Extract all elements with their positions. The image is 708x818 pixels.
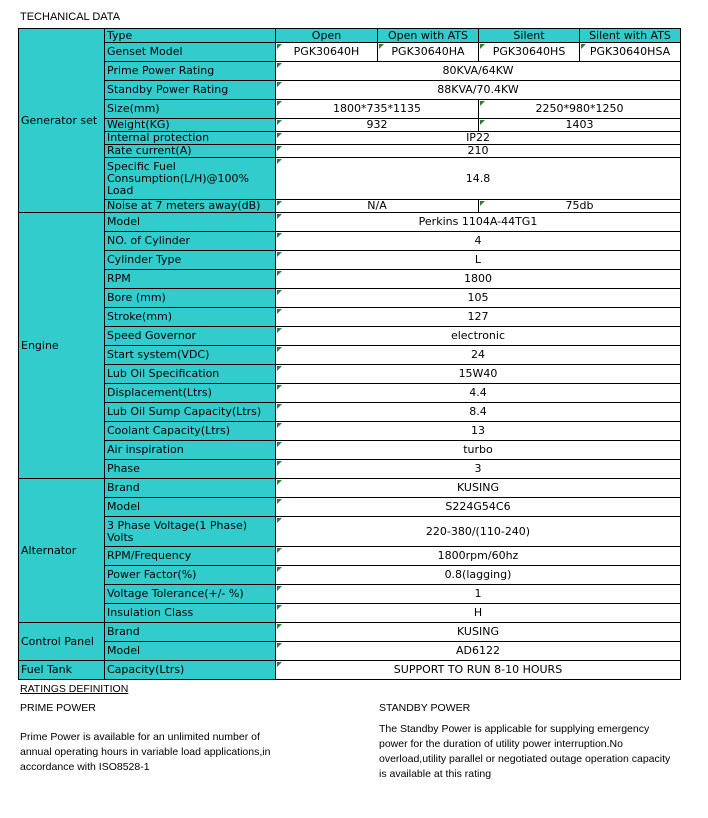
row-label: Model [105,213,276,232]
row-value: S224G54C6 [276,498,681,517]
cell-marker [277,385,282,390]
row-value: 8.4 [276,403,681,422]
model-silent-ats: PGK30640HSA [580,43,681,62]
row-label: RPM [105,270,276,289]
size-open: 1800*735*1135 [276,100,479,119]
row-label: Genset Model [105,43,276,62]
cell-marker [277,662,282,667]
size-silent: 2250*980*1250 [479,100,681,119]
cell-marker [277,146,282,151]
table-row [19,43,681,62]
table-row [19,623,681,642]
cell-marker [277,442,282,447]
row-label: Start system(VDC) [105,346,276,365]
row-label: Internal protection [105,132,276,145]
row-label: Lub Oil Sump Capacity(Ltrs) [105,403,276,422]
row-value: 210 [276,145,681,158]
cell-marker [480,201,485,206]
control-panel-section [19,623,681,661]
row-value: L [276,251,681,270]
section-control-panel: Control Panel [19,623,105,661]
page-title: TECHANICAL DATA [20,11,121,23]
row-label: Cylinder Type [105,251,276,270]
cell-marker [277,643,282,648]
cell-marker [277,347,282,352]
row-value: 220-380/(110-240) [276,517,681,547]
row-label: Weight(KG) [105,119,276,132]
row-value: turbo [276,441,681,460]
row-label: RPM/Frequency [105,547,276,566]
cell-marker [277,548,282,553]
table-row [19,200,681,213]
row-label: Phase [105,460,276,479]
header-open-ats: Open with ATS [378,29,479,43]
cell-marker [581,44,586,49]
row-label: Voltage Tolerance(+/- %) [105,585,276,604]
table-row [19,62,681,81]
cell-marker [277,214,282,219]
weight-open: 932 [276,119,479,132]
cell-marker [277,499,282,504]
table-row [19,661,681,680]
row-label: Speed Governor [105,327,276,346]
table-row [19,460,681,479]
row-label: Model [105,498,276,517]
cell-marker [277,201,282,206]
header-silent: Silent [479,29,580,43]
cell-marker [277,518,282,523]
row-value: 0.8(lagging) [276,566,681,585]
row-label: Standby Power Rating [105,81,276,100]
table-row [19,308,681,327]
cell-marker [277,309,282,314]
table-row [19,384,681,403]
table-row [19,517,681,547]
row-label: Size(mm) [105,100,276,119]
cell-marker [277,366,282,371]
row-label: Brand [105,479,276,498]
table-row [19,403,681,422]
row-label: Prime Power Rating [105,62,276,81]
table-row [19,119,681,132]
row-value: 15W40 [276,365,681,384]
row-value: H [276,604,681,623]
row-label: Power Factor(%) [105,566,276,585]
prime-power-title: PRIME POWER [20,702,96,714]
table-row [19,145,681,158]
model-open: PGK30640H [276,43,378,62]
row-value: 3 [276,460,681,479]
cell-marker [277,404,282,409]
ratings-heading: RATINGS DEFINITION [20,683,129,695]
row-value: 4 [276,232,681,251]
table-row [19,213,681,232]
row-label: Air inspiration [105,441,276,460]
cell-marker [379,44,384,49]
row-value: 1 [276,585,681,604]
section-fuel-tank: Fuel Tank [19,661,105,680]
table-row [19,346,681,365]
row-value: 1800 [276,270,681,289]
cell-marker [277,44,282,49]
row-value: 80KVA/64KW [276,62,681,81]
row-value: 24 [276,346,681,365]
row-value: 4.4 [276,384,681,403]
cell-marker [277,567,282,572]
header-type: Type [105,29,276,43]
cell-marker [277,271,282,276]
row-label: Insulation Class [105,604,276,623]
cell-marker [277,586,282,591]
standby-power-text: The Standby Power is applicable for supplying emergency power for the duration of utility power interruption.No overload,utility parallel or negotiated outage operation capacity is available at this rating [379,723,671,780]
row-label: Stroke(mm) [105,308,276,327]
cell-marker [277,328,282,333]
cell-marker [277,101,282,106]
weight-silent: 1403 [479,119,681,132]
table-row [19,232,681,251]
table-row [19,422,681,441]
model-open-ats: PGK30640HA [378,43,479,62]
row-label: Brand [105,623,276,642]
row-label: Model [105,642,276,661]
table-row [19,498,681,517]
table-row [19,327,681,346]
section-engine: Engine [19,213,105,479]
row-value: Perkins 1104A-44TG1 [276,213,681,232]
cell-marker [277,63,282,68]
spec-table [18,28,681,680]
row-value: 14.8 [276,158,681,200]
cell-marker [480,44,485,49]
cell-marker [277,290,282,295]
fuel-tank-section [19,661,681,680]
row-value: 1800rpm/60hz [276,547,681,566]
table-row [19,604,681,623]
cell-marker [277,461,282,466]
row-value: KUSING [276,623,681,642]
cell-marker [277,133,282,138]
engine-section [19,213,681,479]
row-value: 13 [276,422,681,441]
table-row [19,365,681,384]
model-silent: PGK30640HS [479,43,580,62]
standby-power-title: STANDBY POWER [379,702,471,714]
row-value: electronic [276,327,681,346]
row-label: Displacement(Ltrs) [105,384,276,403]
header-open: Open [276,29,378,43]
row-label: NO. of Cylinder [105,232,276,251]
cell-marker [277,82,282,87]
header-silent-ats: Silent with ATS [580,29,681,43]
table-row [19,566,681,585]
table-row [19,81,681,100]
cell-marker [277,423,282,428]
table-row [19,251,681,270]
table-row [19,479,681,498]
row-label: Lub Oil Specification [105,365,276,384]
row-value: 88KVA/70.4KW [276,81,681,100]
cell-marker [480,101,485,106]
noise-silent: 75db [479,200,681,213]
table-row [19,132,681,145]
cell-marker [277,252,282,257]
table-row [19,158,681,200]
row-label: Rate current(A) [105,145,276,158]
row-label: Noise at 7 meters away(dB) [105,200,276,213]
row-label: Coolant Capacity(Ltrs) [105,422,276,441]
row-label: 3 Phase Voltage(1 Phase) Volts [105,517,276,547]
header-row [19,29,681,43]
table-row [19,270,681,289]
cell-marker [277,120,282,125]
cell-marker [277,233,282,238]
row-value: SUPPORT TO RUN 8-10 HOURS [276,661,681,680]
table-row [19,441,681,460]
cell-marker [277,624,282,629]
row-value: KUSING [276,479,681,498]
row-value: 105 [276,289,681,308]
cell-marker [277,159,282,164]
cell-marker [277,605,282,610]
section-generator-set: Generator set [19,29,105,213]
table-row [19,547,681,566]
table-row [19,289,681,308]
table-row [19,642,681,661]
table-row [19,100,681,119]
row-value: AD6122 [276,642,681,661]
prime-power-text: Prime Power is available for an unlimited number of annual operating hours in variable load applications,in accordance with ISO8528-1 [20,731,271,773]
noise-open: N/A [276,200,479,213]
alternator-section [19,479,681,623]
cell-marker [277,480,282,485]
row-value: 127 [276,308,681,327]
section-alternator: Alternator [19,479,105,623]
cell-marker [480,120,485,125]
row-label: Bore (mm) [105,289,276,308]
table-row [19,585,681,604]
row-value: IP22 [276,132,681,145]
row-label: Capacity(Ltrs) [105,661,276,680]
row-label: Specific Fuel Consumption(L/H)@100% Load [105,158,276,200]
